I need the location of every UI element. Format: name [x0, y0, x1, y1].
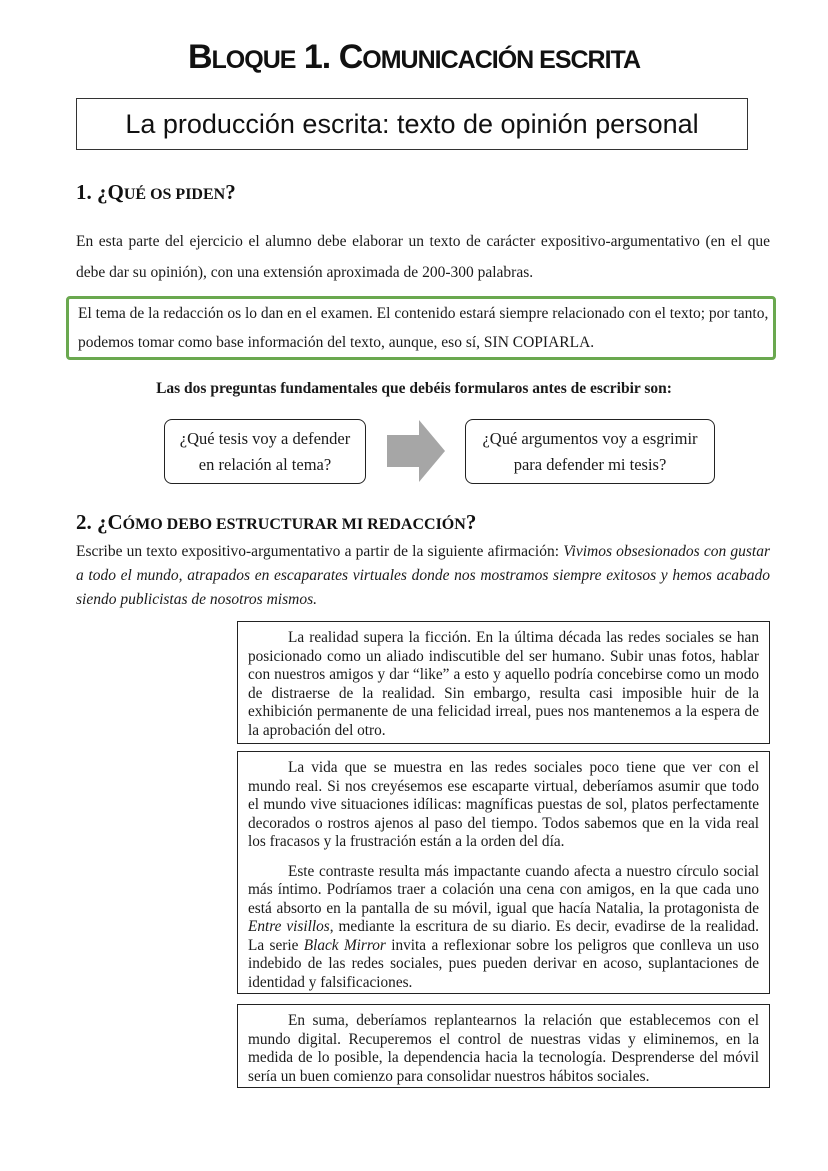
questions-intro: Las dos preguntas fundamentales que debéis formularos antes de escribir son:	[156, 380, 672, 397]
statement: Vivimos obsesionados con gustar a todo el mundo, atrapados en escaparates virtuales donde nos mostramos siempre exitosos y hemos acabado siendo publicistas de nosotros mismos.	[76, 543, 770, 608]
essay-conclusion-box	[237, 1004, 770, 1088]
section-1-paragraph: En esta parte del ejercicio el alumno debe elaborar un texto de carácter expositivo-argumentativo (en el que debe dar su opinión), con una extensión aproximada de 200-300 palabras.	[76, 233, 770, 281]
essay-introduction: La realidad supera la ficción. En la última década las redes sociales se han posicionado como un aliado indiscutible del ser humano. Subir unas fotos, hablar con nuestros amigos y dar “like” a esto y aquello podría concebirse como un modo de distraerse de la realidad. Sin embargo, resulta casi imposible huir de la exhibición permanente de una felicidad irreal, pues nos mantenemos a la espera de la aprobación del otro.	[248, 629, 759, 739]
question-arguments: ¿Qué argumentos voy a esgrimir para defender mi tesis?	[482, 428, 698, 474]
essay-body-box	[237, 751, 770, 994]
section-2-intro: Escribe un texto expositivo-argumentativo a partir de la siguiente afirmación: Vivimos obsesionados con gustar a todo el mundo, atrapados en escaparates virtuales donde nos mostramos siempre exitosos y hemos acabado siendo publicistas de nosotros mismos.	[76, 543, 770, 608]
highlight-box	[66, 296, 776, 360]
question-thesis: ¿Qué tesis voy a defender en relación al tema?	[179, 428, 351, 474]
essay-body-paragraph-2: Este contraste resulta más impactante cuando afecta a nuestro círculo social más íntimo. Podríamos traer a colación una cena con amigos, en la que cada uno está absorto en la pantalla de su móvil, igual que hacía Natalia, la protagonista de Entre visillos, mediante la escritura de su diario. Es decir, evadirse de la realidad. La serie Black Mirror invita a reflexionar sobre los peligros que conlleva un uso indebido de las redes sociales, pues pueden derivar en acoso, suplantaciones de identidad y falsificaciones.	[248, 862, 760, 991]
question-box-thesis	[164, 419, 366, 484]
subtitle: La producción escrita: texto de opinión personal	[125, 108, 699, 139]
subtitle-box	[76, 98, 748, 150]
block-title: BLOQUE 1. COMUNICACIÓN ESCRITA	[187, 38, 641, 76]
essay-introduction-box	[237, 621, 770, 744]
section-2-heading: 2. ¿CÓMO DEBO ESTRUCTURAR MI REDACCIÓN?	[76, 510, 477, 534]
arrow-right-icon	[387, 420, 445, 482]
essay-body-paragraph-1: La vida que se muestra en las redes sociales poco tiene que ver con el mundo real. Si nos creyésemos ese escaparte virtual, deberíamos asumir que todo el mundo vive situaciones idílicas: magníficas puestas de sol, platos perfectamente decorados o rostros ajenos al paso del tiempo. Todos sabemos que en la vida real los fracasos y la frustración están a la orden del día.	[248, 759, 759, 850]
highlight-text: El tema de la redacción os lo dan en el examen. El contenido estará siempre relacionado con el texto; por tanto, podemos tomar como base información del texto, aunque, eso sí, SIN COPIARLA.	[78, 305, 769, 351]
section-1-heading: 1. ¿QUÉ OS PIDEN?	[76, 180, 236, 204]
question-box-arguments	[465, 419, 715, 484]
essay-conclusion: En suma, deberíamos replantearnos la relación que establecemos con el mundo digital. Recuperemos el control de nuestras vidas y eliminemos, en la medida de lo posible, la dependencia hacia la tecnología. Desprenderse del móvil sería un buen comienzo para consolidar nuestros hábitos sociales.	[248, 1012, 759, 1085]
